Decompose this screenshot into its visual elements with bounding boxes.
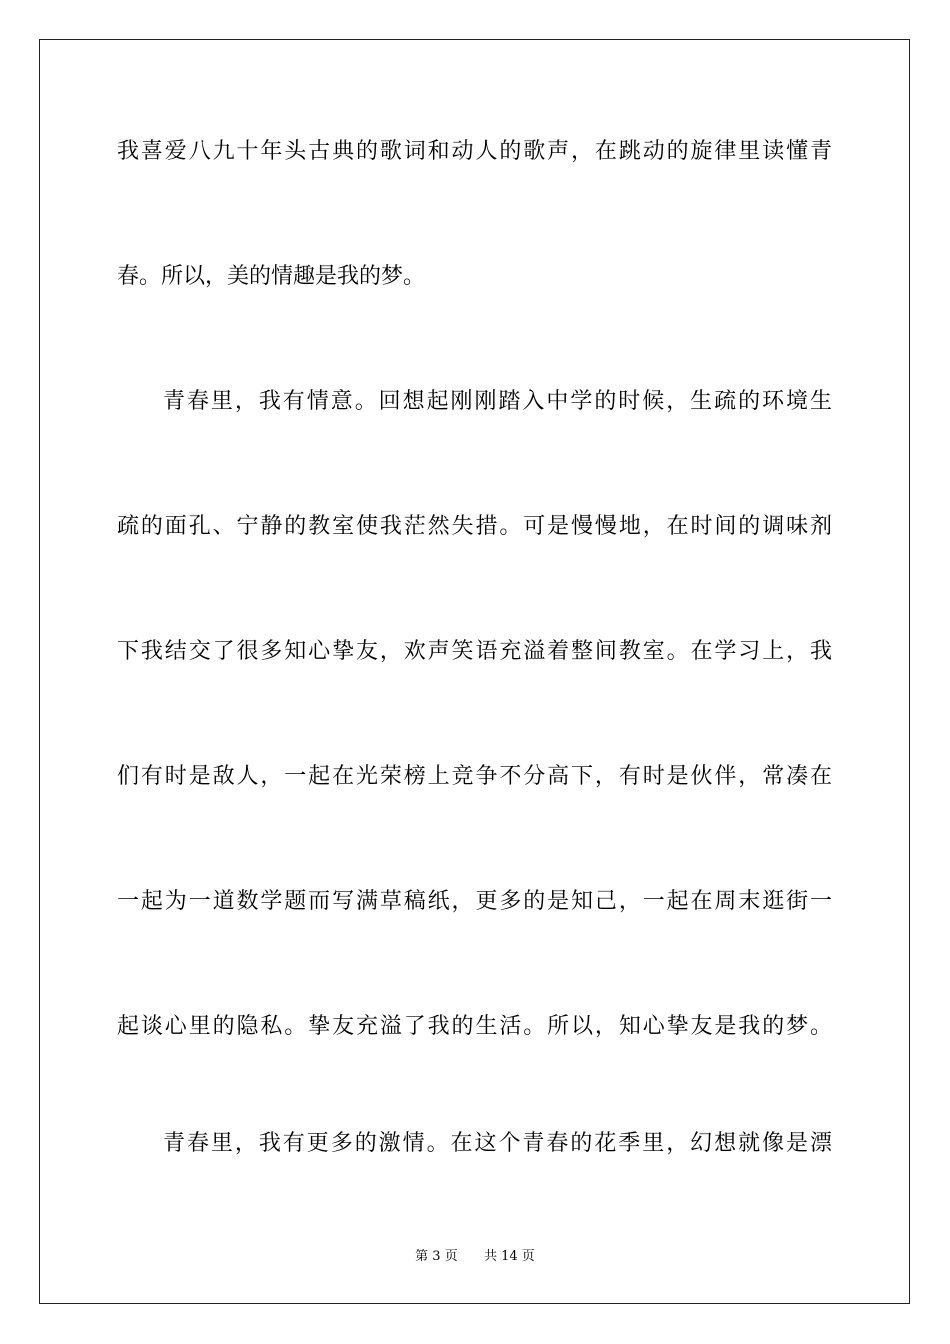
total-pages: 共 14 页	[484, 1249, 535, 1264]
page-border	[39, 39, 910, 1304]
text-line: 起谈心里的隐私。挚友充溢了我的生活。所以，知心挚友是我的梦。	[117, 1014, 832, 1039]
page-number: 第 3 页	[415, 1249, 458, 1264]
text-line: 一起为一道数学题而写满草稿纸，更多的是知己，一起在周末逛街一	[117, 889, 832, 914]
paragraph-start-line: 青春里，我有情意。回想起刚刚踏入中学的时候，生疏的环境生	[163, 389, 832, 414]
text-line: 们有时是敌人，一起在光荣榜上竞争不分高下，有时是伙伴，常凑在	[117, 764, 832, 789]
text-line: 下我结交了很多知心挚友，欢声笑语充溢着整间教室。在学习上，我	[117, 639, 832, 664]
page-footer	[0, 1247, 950, 1267]
text-line: 春。所以，美的情趣是我的梦。	[117, 264, 426, 289]
text-line: 疏的面孔、宁静的教室使我茫然失措。可是慢慢地，在时间的调味剂	[117, 514, 832, 539]
paragraph-start-line: 青春里，我有更多的激情。在这个青春的花季里，幻想就像是漂	[163, 1131, 832, 1156]
text-line: 我喜爱八九十年头古典的歌词和动人的歌声，在跳动的旋律里读懂青	[117, 139, 832, 164]
